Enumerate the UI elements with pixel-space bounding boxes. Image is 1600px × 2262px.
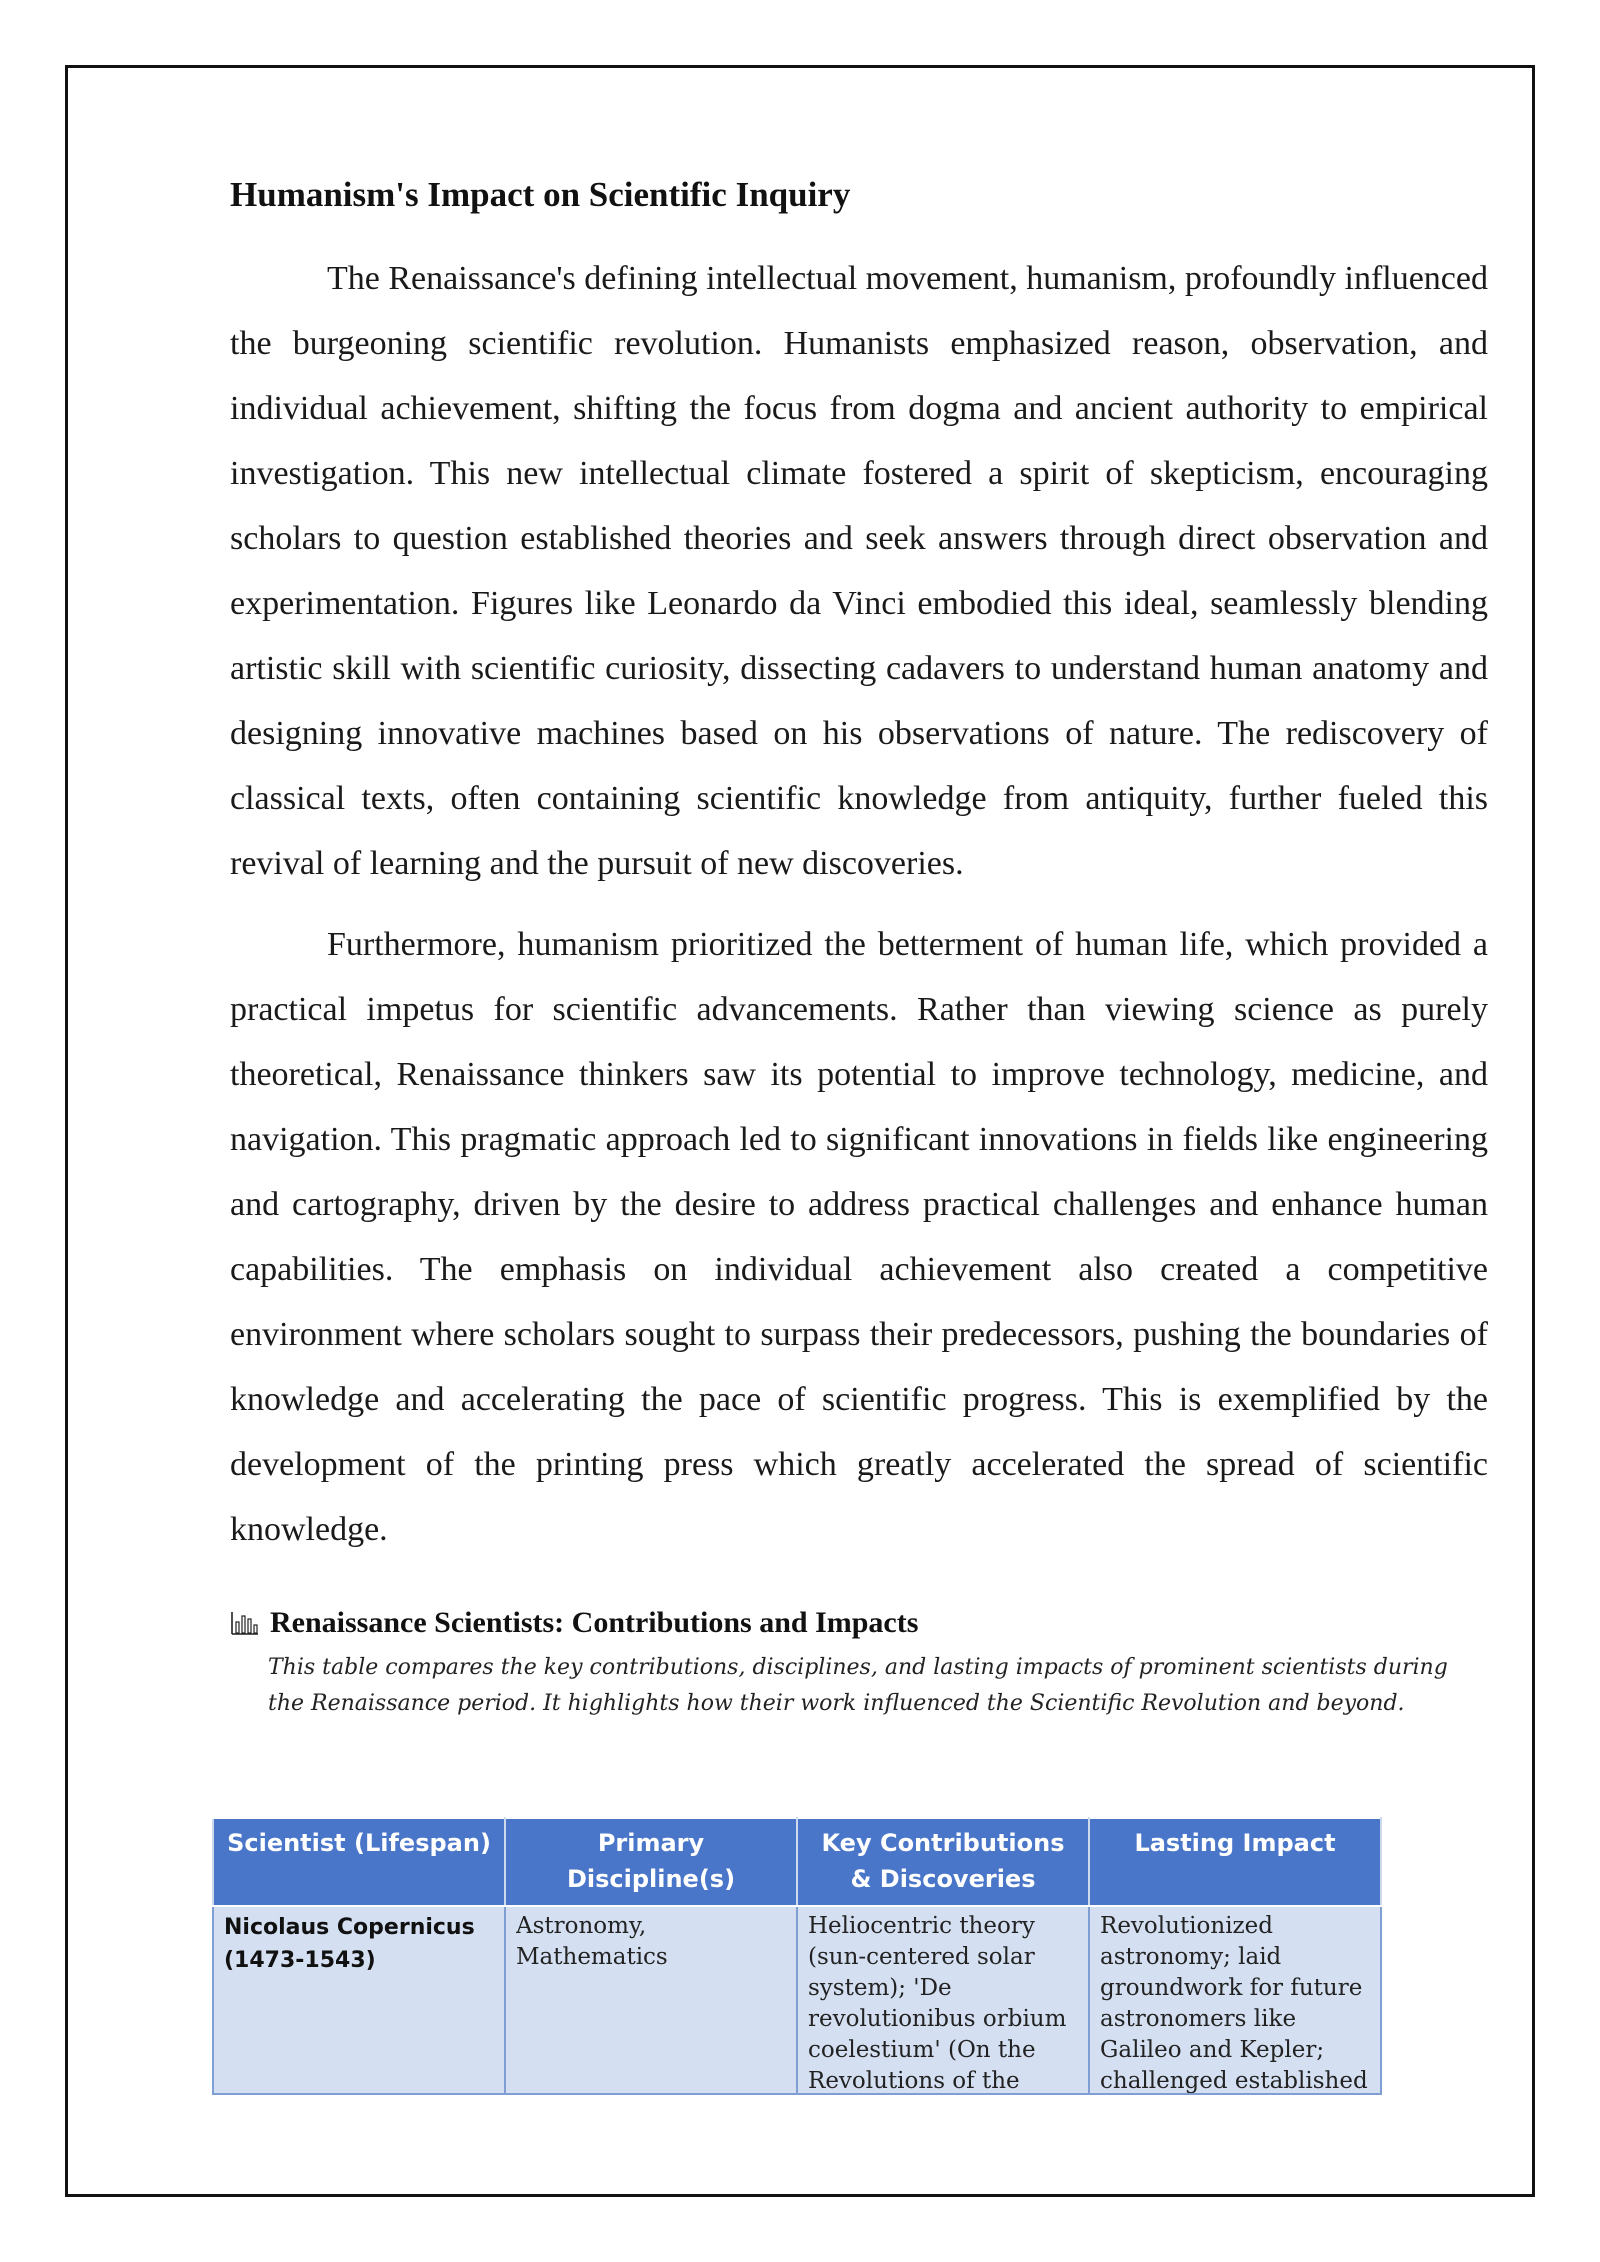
header-scientist: Scientist (Lifespan) <box>213 1818 505 1906</box>
table-row <box>213 1906 1381 2094</box>
cell-contributions: Heliocentric theory (sun-centered solar system); 'De revolutionibus orbium coelestium' (On the Revolutions of the <box>808 1913 1067 2093</box>
table-caption-text: Renaissance Scientists: Contributions and Impacts <box>270 1606 919 1639</box>
scientists-table <box>212 1817 1382 2095</box>
header-contributions: Key Contributions & Discoveries <box>797 1818 1089 1906</box>
section-heading: Humanism's Impact on Scientific Inquiry <box>230 175 851 214</box>
bar-chart-icon <box>230 1610 260 1636</box>
cell-discipline: Astronomy, Mathematics <box>516 1913 668 1970</box>
document-body <box>230 170 1488 1734</box>
header-discipline: Primary Discipline(s) <box>505 1818 797 1906</box>
table-header-row <box>213 1818 1381 1906</box>
table-caption <box>230 1606 1488 1640</box>
paragraph-2: Furthermore, humanism prioritized the betterment of human life, which provided a practical impetus for scientific advancements. Rather than viewing science as purely theoretical, Renaissance thinkers saw its potential to improve technology, medicine, and navigation. This pragmatic approach led to significant innovations in fields like engineering and cartography, driven by the desire to address practical challenges and enhance human capabilities. The emphasis on individual achievement also created a competitive environment where scholars sought to surpass their predecessors, pushing the boundaries of knowledge and accelerating the pace of scientific progress. This is exemplified by the development of the printing press which greatly accelerated the spread of scientific knowledge. <box>230 926 1488 1548</box>
table-description: This table compares the key contributions, disciplines, and lasting impacts of prominent scientists during the Renaissance period. It highlights how their work influenced the Scientific Revolution and beyond. <box>268 1655 1448 1716</box>
cell-impact: Revolutionized astronomy; laid groundwork for future astronomers like Galileo and Kepler; challenged established <box>1100 1913 1368 2093</box>
paragraph-1: The Renaissance's defining intellectual movement, humanism, profoundly influenced the burgeoning scientific revolution. Humanists emphasized reason, observation, and individual achievement, shifting the focus from dogma and ancient authority to empirical investigation. This new intellectual climate fostered a spirit of skepticism, encouraging scholars to question established theories and seek answers through direct observation and experimentation. Figures like Leonardo da Vinci embodied this ideal, seamlessly blending artistic skill with scientific curiosity, dissecting cadavers to understand human anatomy and designing innovative machines based on his observations of nature. The rediscovery of classical texts, often containing scientific knowledge from antiquity, further fueled this revival of learning and the pursuit of new discoveries. <box>230 260 1488 882</box>
cell-scientist: Nicolaus Copernicus (1473-1543) <box>224 1915 475 1973</box>
header-impact: Lasting Impact <box>1089 1818 1381 1906</box>
